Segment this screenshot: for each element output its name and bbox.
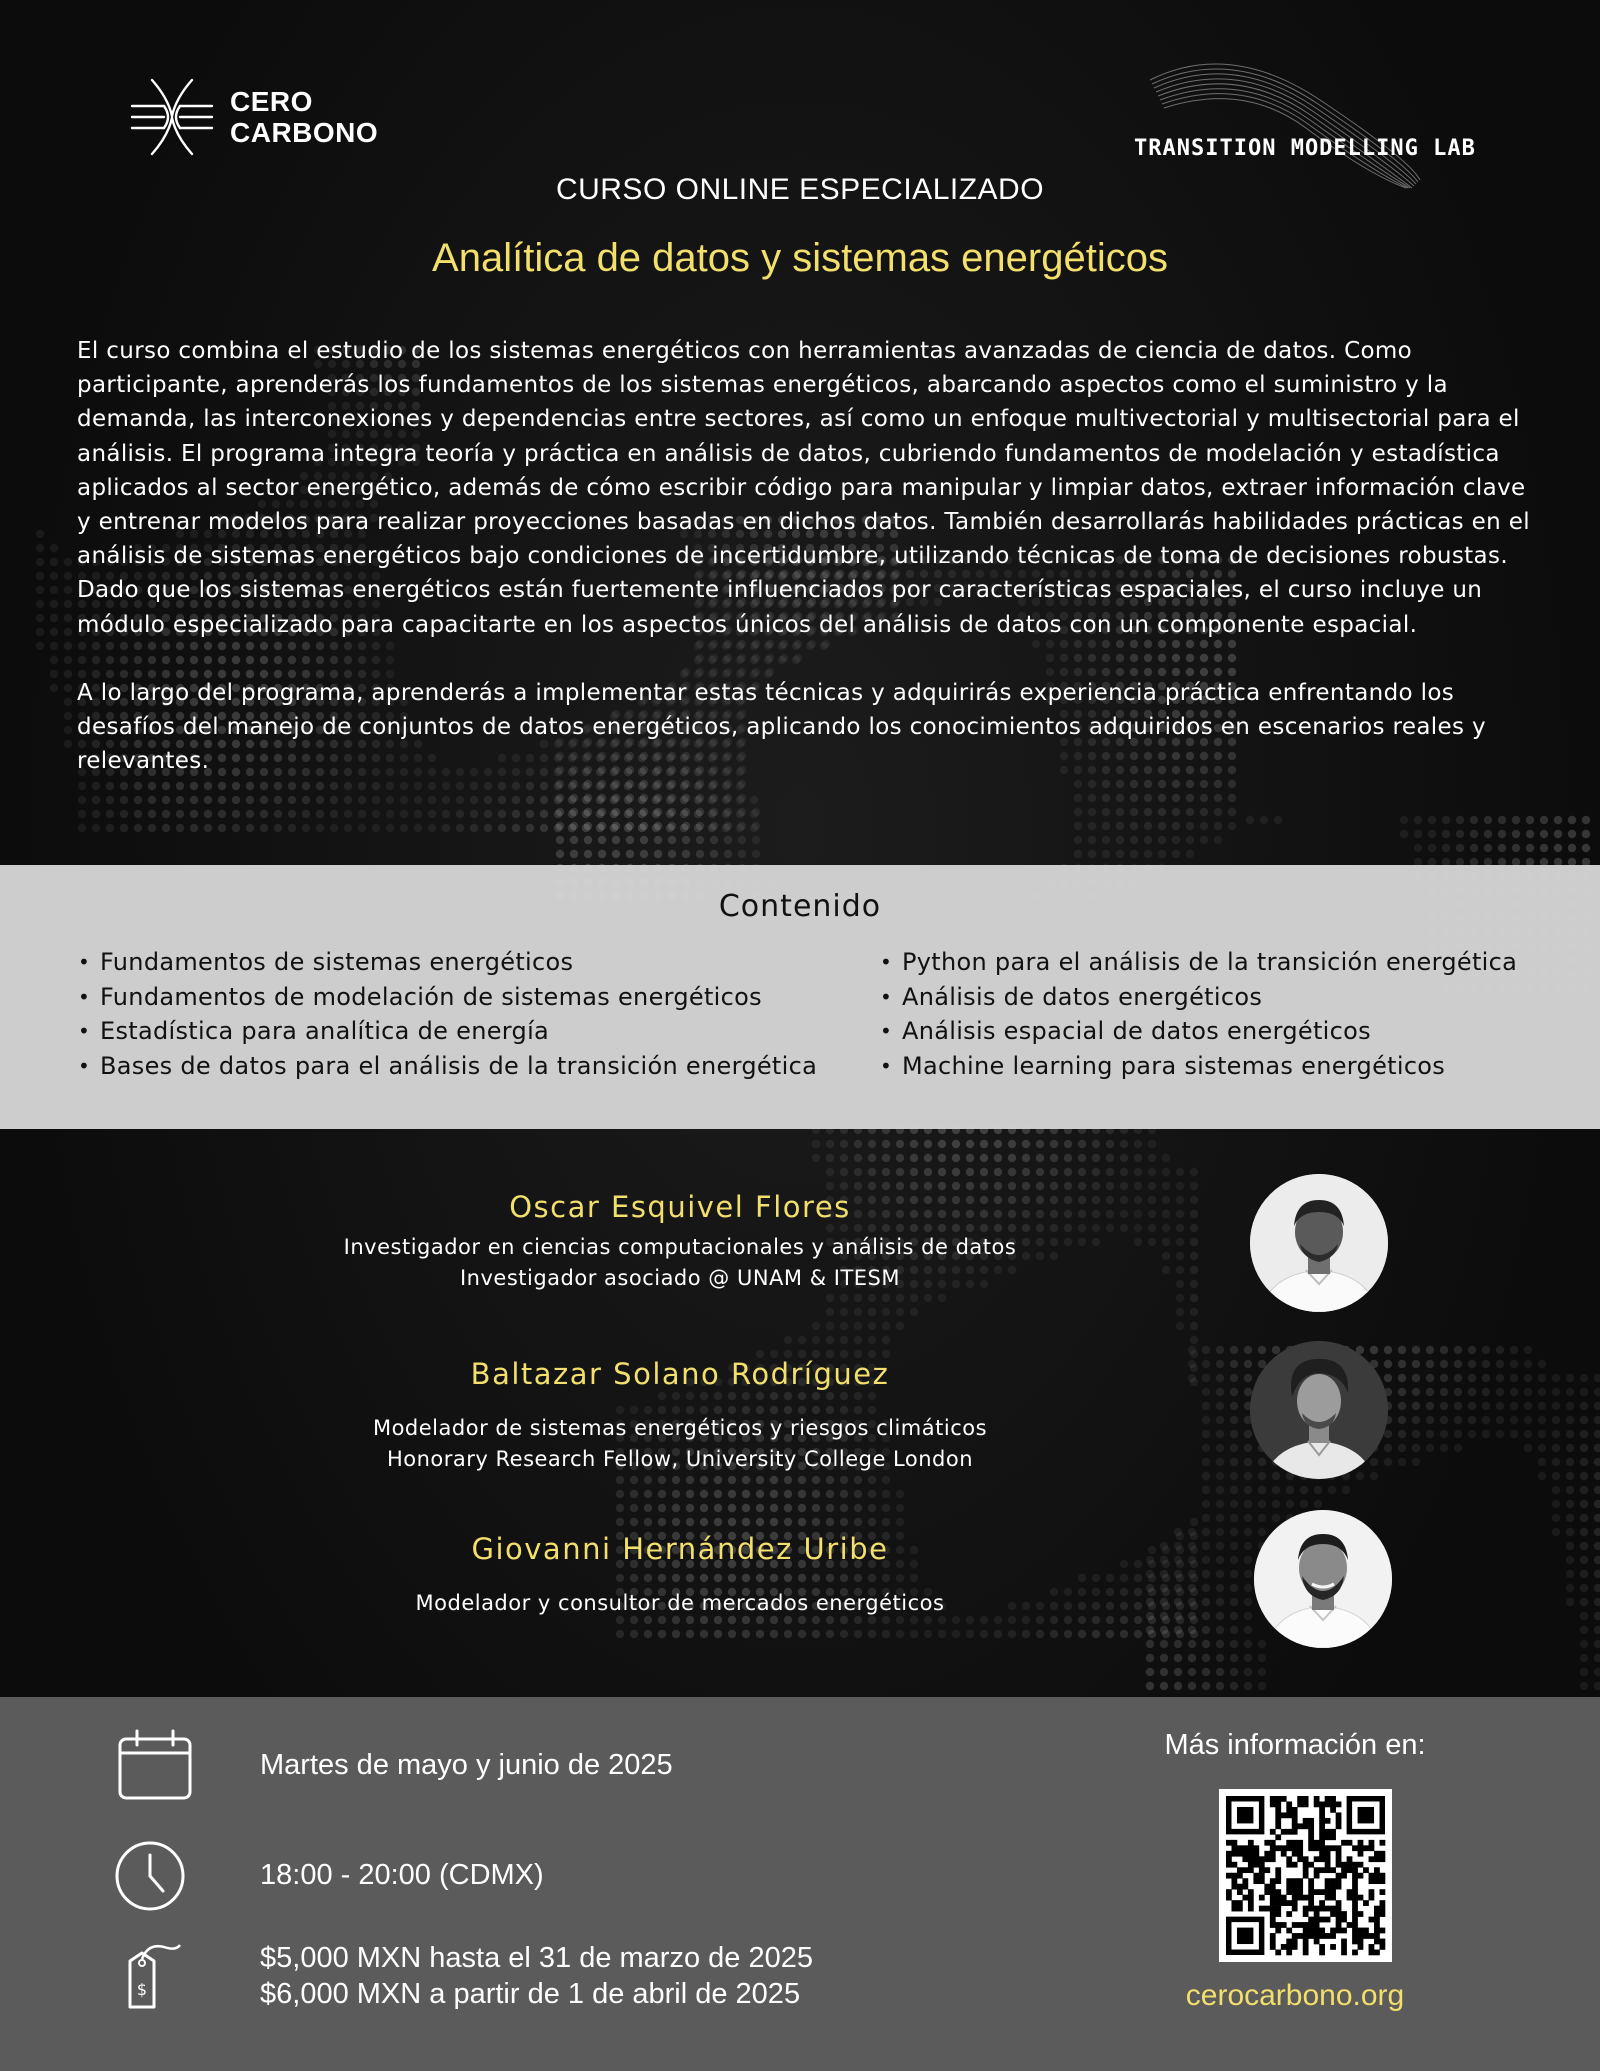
logo-word-cero: CERO [230,86,313,117]
content-list-left [78,945,817,1083]
content-item: • Análisis espacial de datos energéticos [880,1014,1517,1049]
speaker-giovanni [280,1532,1080,1619]
logo-word-carbono: CARBONO [230,117,379,148]
content-item: • Fundamentos de modelación de sistemas energéticos [78,980,817,1015]
content-item: • Análisis de datos energéticos [880,980,1517,1015]
content-item: • Python para el análisis de la transición energética [880,945,1517,980]
transition-modelling-lab-text: TRANSITION MODELLING LAB [1134,136,1476,161]
speaker-name: Baltazar Solano Rodríguez [470,1357,890,1391]
waves-icon [1090,40,1470,190]
course-kicker: CURSO ONLINE ESPECIALIZADO [555,173,1045,206]
pricing [260,1940,813,2012]
content-item: • Bases de datos para el análisis de la transición energética [78,1049,817,1084]
speaker-name: Giovanni Hernández Uribe [471,1532,889,1566]
speaker-role: Modelador y consultor de mercados energéticos [415,1591,945,1615]
speaker-affiliation: Honorary Research Fellow, University College London [386,1447,974,1471]
website-link[interactable]: cerocarbono.org [1185,1979,1405,2012]
content-section [0,865,1600,1129]
price-early: $5,000 MXN hasta el 31 de marzo de 2025 [260,1942,813,1974]
clock-icon [113,1839,187,1913]
speaker-photo-giovanni [1254,1510,1392,1648]
qr-code-icon [1219,1789,1392,1962]
cero-carbono-wordmark [230,86,378,148]
content-item: • Fundamentos de sistemas energéticos [78,945,817,980]
speaker-name: Oscar Esquivel Flores [509,1190,851,1224]
speaker-role: Modelador de sistemas energéticos y riesgos climáticos [372,1416,988,1440]
speaker-role: Investigador en ciencias computacionales y análisis de datos [343,1235,1017,1259]
content-item: • Estadística para analítica de energía [78,1014,817,1049]
speaker-photo-baltazar [1250,1341,1388,1479]
schedule-time: 18:00 - 20:00 (CDMX) [260,1859,544,1891]
price-tag-symbol: $ [136,1980,148,1999]
speaker-oscar [280,1190,1080,1294]
content-list-right [880,945,1517,1083]
schedule-dates: Martes de mayo y junio de 2025 [260,1749,673,1781]
speaker-affiliation: Investigador asociado @ UNAM & ITESM [459,1266,900,1290]
description-paragraph-2: A lo largo del programa, aprenderás a implementar estas técnicas y adquirirás experiencia práctica enfrentando los desafíos del manejo de conjuntos de datos energéticos, aplicando los conocimientos adquiridos en escenarios reales y relevantes. [77,679,1486,775]
course-description [77,334,1537,812]
course-title: Analítica de datos y sistemas energéticos [432,236,1168,280]
price-tag-icon [124,1939,184,2011]
content-item: • Machine learning para sistemas energéticos [880,1049,1517,1084]
speaker-photo-oscar [1250,1174,1388,1312]
content-heading: Contenido [718,889,882,924]
cero-carbono-logo-icon [128,76,216,158]
cero-carbono-logo [128,76,378,158]
description-paragraph-1: El curso combina el estudio de los sistemas energéticos con herramientas avanzadas de ciencia de datos. Como participante, aprenderás los fundamentos de los sistemas energéticos, abarcando aspectos como el suministro y la demanda, las interconexiones y dependencias entre sectores, así como un enfoque multivectorial y multisectorial para el análisis. El programa integra teoría y práctica en análisis de datos, cubriendo fundamentos de modelación y estadística aplicados al sector energético, además de cómo escribir código para manipular y limpiar datos, extraer información clave y entrenar modelos para realizar proyecciones basadas en dichos datos. También desarrollarás habilidades prácticas en el análisis de sistemas energéticos bajo condiciones de incertidumbre, utilizando técnicas de toma de decisiones robustas. Dado que los sistemas energéticos están fuertemente influenciados por características espaciales, el curso incluye un módulo especializado para capacitarte en los aspectos únicos del análisis de datos con un componente espacial. [77,338,1530,638]
price-regular: $6,000 MXN a partir de 1 de abril de 2025 [260,1978,801,2010]
speaker-baltazar [280,1357,1080,1475]
qr-code[interactable] [1219,1789,1392,1962]
calendar-icon [117,1729,193,1801]
more-info-label: Más información en: [1164,1729,1426,1761]
transition-modelling-lab-logo [1090,40,1476,190]
course-details-footer [0,1697,1600,2071]
